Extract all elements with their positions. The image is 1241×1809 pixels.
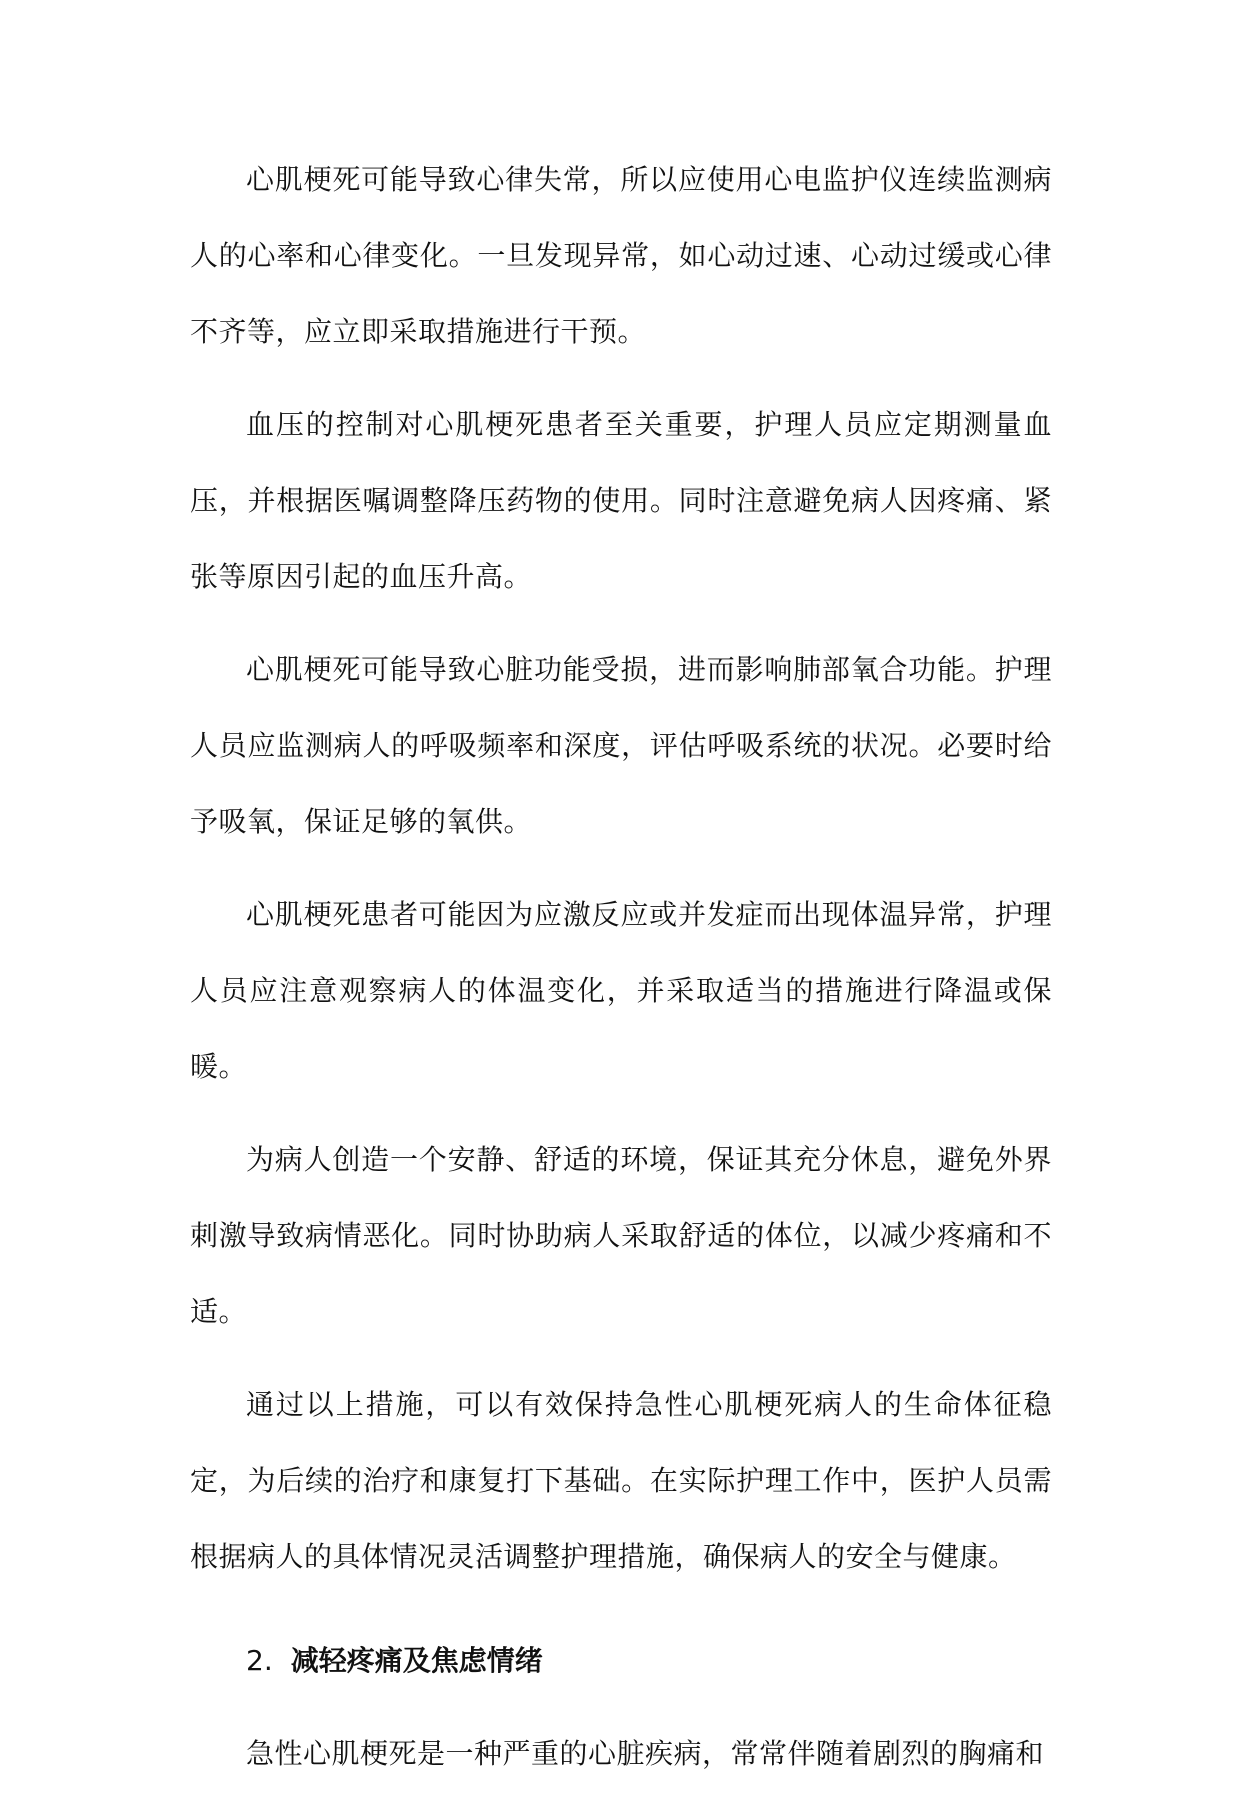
- paragraph-rest-environment: 为病人创造一个安静、舒适的环境，保证其充分休息，避免外界刺激导致病情恶化。同时协助病人采取舒适的体位，以减少疼痛和不适。: [190, 1143, 1052, 1328]
- section-heading: [190, 1623, 1052, 1699]
- paragraph-respiration-monitoring: 心肌梗死可能导致心脏功能受损，进而影响肺部氧合功能。护理人员应监测病人的呼吸频率和深度，评估呼吸系统的状况。必要时给予吸氧，保证足够的氧供。: [190, 653, 1052, 838]
- document-body: [190, 142, 1052, 1809]
- paragraph-pain-intro: 急性心肌梗死是一种严重的心脏疾病，常常伴随着剧烈的胸痛和: [246, 1737, 1045, 1770]
- paragraph-temperature-monitoring: 心肌梗死患者可能因为应激反应或并发症而出现体温异常，护理人员应注意观察病人的体温变化，并采取适当的措施进行降温或保暖。: [190, 898, 1052, 1083]
- section-title: 减轻疼痛及焦虑情绪: [290, 1644, 543, 1677]
- paragraph-summary: 通过以上措施，可以有效保持急性心肌梗死病人的生命体征稳定，为后续的治疗和康复打下基础。在实际护理工作中，医护人员需根据病人的具体情况灵活调整护理措施，确保病人的安全与健康。: [190, 1388, 1052, 1573]
- paragraph-arrhythmia-monitoring: 心肌梗死可能导致心律失常，所以应使用心电监护仪连续监测病人的心率和心律变化。一旦发现异常，如心动过速、心动过缓或心律不齐等，应立即采取措施进行干预。: [190, 163, 1052, 348]
- section-number: 2.: [246, 1644, 273, 1677]
- paragraph-blood-pressure-control: 血压的控制对心肌梗死患者至关重要，护理人员应定期测量血压，并根据医嘱调整降压药物的使用。同时注意避免病人因疼痛、紧张等原因引起的血压升高。: [190, 408, 1052, 593]
